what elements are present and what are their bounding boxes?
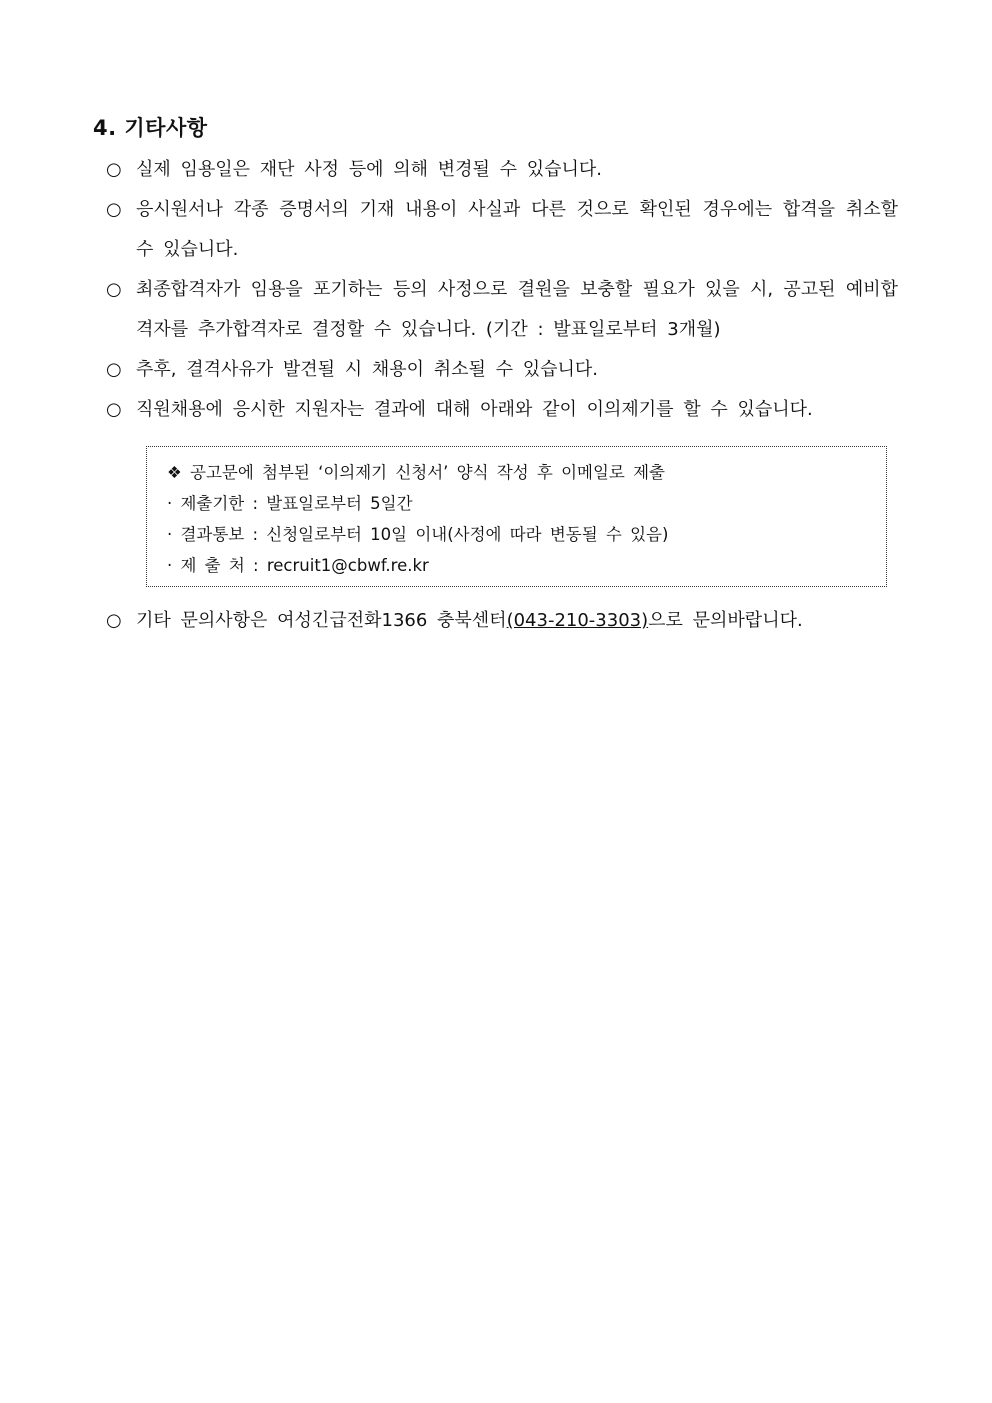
item-text: 최종합격자가 임용을 포기하는 등의 사정으로 결원을 보충할 필요가 있을 시, 공고된 예비합격자를 추가합격자로 결정할 수 있습니다. (기간 : 발표일로부터 3개월) <box>136 279 898 340</box>
circle-bullet-icon: ○ <box>106 359 122 380</box>
list-item-contact <box>106 601 898 641</box>
item-text: 실제 임용일은 재단 사정 등에 의해 변경될 수 있습니다. <box>136 159 603 180</box>
list-item <box>106 390 898 430</box>
objection-notice-box <box>146 446 887 587</box>
notice-line-result: · 결과통보 : 신청일로부터 10일 이내(사정에 따라 변동될 수 있음) <box>167 525 669 544</box>
contact-prefix: 기타 문의사항은 여성긴급전화1366 충북센터 <box>136 610 507 631</box>
circle-bullet-icon: ○ <box>106 199 122 220</box>
item-text: 직원채용에 응시한 지원자는 결과에 대해 아래와 같이 이의제기를 할 수 있습니다. <box>136 399 813 420</box>
circle-bullet-icon: ○ <box>106 399 122 420</box>
list-item <box>106 190 898 270</box>
item-text: 응시원서나 각종 증명서의 기재 내용이 사실과 다른 것으로 확인된 경우에는 합격을 취소할 수 있습니다. <box>136 199 898 260</box>
circle-bullet-icon: ○ <box>106 610 122 631</box>
notice-title: ❖ 공고문에 첨부된 ‘이의제기 신청서’ 양식 작성 후 이메일로 제출 <box>167 463 665 482</box>
list-item <box>106 350 898 390</box>
circle-bullet-icon: ○ <box>106 279 122 300</box>
contact-text <box>136 601 898 641</box>
item-text: 추후, 결격사유가 발견될 시 채용이 취소될 수 있습니다. <box>136 359 599 380</box>
notice-line-deadline: · 제출기한 : 발표일로부터 5일간 <box>167 494 413 513</box>
list-item <box>106 150 898 190</box>
notice-line-email: · 제 출 처 : recruit1@cbwf.re.kr <box>167 556 429 575</box>
section-heading: 4. 기타사항 <box>93 116 208 140</box>
circle-bullet-icon: ○ <box>106 159 122 180</box>
list-item <box>106 270 898 350</box>
contact-suffix: 으로 문의바랍니다. <box>648 610 803 631</box>
contact-phone: (043-210-3303) <box>506 610 649 631</box>
